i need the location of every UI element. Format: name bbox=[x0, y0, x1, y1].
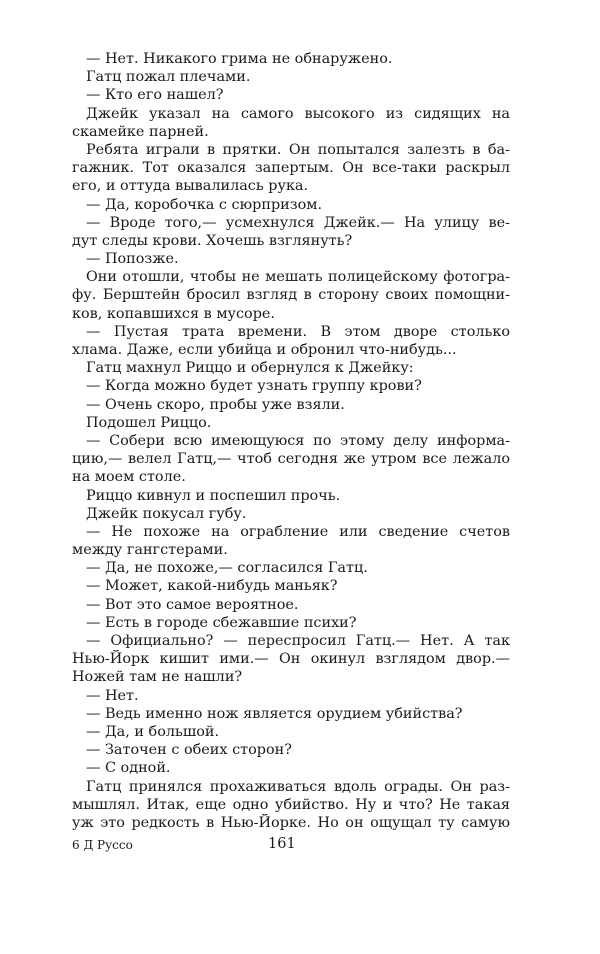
text-line: — Вот это самое вероятное. bbox=[86, 596, 299, 613]
text-line: на моем столе. bbox=[72, 469, 186, 486]
text-line: фу. Берштейн бросил взгляд в сторону своих помощни- bbox=[72, 287, 510, 304]
text-line: цию,— велел Гатц,— чтоб сегодня же утром все лежало bbox=[72, 451, 510, 468]
text-line: его, и оттуда вывалилась рука. bbox=[72, 178, 309, 195]
text-line: ков, копавшихся в мусоре. bbox=[72, 305, 276, 322]
text-line: Ножей там не нашли? bbox=[72, 669, 243, 686]
text-line: — Кто его нашел? bbox=[86, 87, 224, 104]
text-line: — Да, коробочка с сюрпризом. bbox=[86, 196, 323, 213]
text-line: — Да, не похоже,— согласился Гатц. bbox=[86, 560, 368, 577]
text-line: Джейк покусал губу. bbox=[86, 505, 247, 522]
page-footer bbox=[72, 838, 510, 858]
text-line: — Пустая трата времени. В этом дворе столько bbox=[86, 323, 510, 340]
text-line: — Да, и большой. bbox=[86, 723, 220, 740]
text-line: — Попозже. bbox=[86, 251, 179, 268]
text-line: Ребята играли в прятки. Он попытался залезть в ба- bbox=[86, 141, 510, 158]
text-line: Подошел Риццо. bbox=[86, 414, 212, 431]
text-line: хлама. Даже, если убийца и обронил что-нибудь... bbox=[72, 342, 457, 358]
text-line: — С одной. bbox=[86, 760, 171, 777]
text-line: Джейк указал на самого высокого из сидящих на bbox=[86, 105, 510, 122]
text-line: — Может, какой-нибудь маньяк? bbox=[86, 578, 338, 595]
text-line: гажник. Тот оказался запертым. Он все-таки раскрыл bbox=[72, 160, 510, 177]
text-line: — Вроде того,— усмехнулся Джейк.— На улицу ве- bbox=[86, 214, 510, 231]
text-line: Гатц принялся прохаживаться вдоль ограды. Он раз- bbox=[86, 778, 510, 795]
text-line: — Очень скоро, пробы уже взяли. bbox=[86, 396, 345, 413]
text-line: между гангстерами. bbox=[72, 542, 228, 559]
text-line: дут следы крови. Хочешь взглянуть? bbox=[72, 232, 353, 249]
text-line: — Заточен с обеих сторон? bbox=[86, 742, 292, 759]
page-number: 161 bbox=[268, 836, 296, 852]
text-line: Риццо кивнул и поспешил прочь. bbox=[86, 487, 341, 504]
text-line: Гатц пожал плечами. bbox=[86, 69, 251, 86]
text-line: Они отошли, чтобы не мешать полицейскому фотогра- bbox=[86, 269, 510, 286]
text-line: — Ведь именно нож является орудием убийства? bbox=[86, 705, 463, 722]
text-line: — Официально? — переспросил Гатц.— Нет. А так bbox=[86, 633, 510, 649]
text-line: — Не похоже на ограбление или сведение счетов bbox=[86, 523, 510, 540]
text-line: — Есть в городе сбежавшие психи? bbox=[86, 614, 357, 631]
text-line: Гатц махнул Риццо и обернулся к Джейку: bbox=[86, 360, 414, 377]
text-line: — Собери всю имеющуюся по этому делу информа- bbox=[86, 432, 510, 449]
text-line: — Нет. Никакого грима не обнаружено. bbox=[86, 51, 393, 67]
text-line: — Когда можно будет узнать группу крови? bbox=[86, 378, 422, 395]
book-page-text bbox=[72, 50, 510, 832]
text-line: мышлял. Итак, еще одно убийство. Ну и что? Не такая bbox=[72, 796, 510, 813]
text-line: Нью-Йорк кишит ими.— Он окинул взглядом двор.— bbox=[72, 651, 510, 668]
text-line: уж это редкость в Нью-Йорке. Но он ощущал ту самую bbox=[72, 814, 510, 831]
text-line: скамейке парней. bbox=[72, 123, 209, 140]
printer-signature: 6 Д Руссо bbox=[72, 838, 133, 852]
text-line: — Нет. bbox=[86, 687, 139, 704]
